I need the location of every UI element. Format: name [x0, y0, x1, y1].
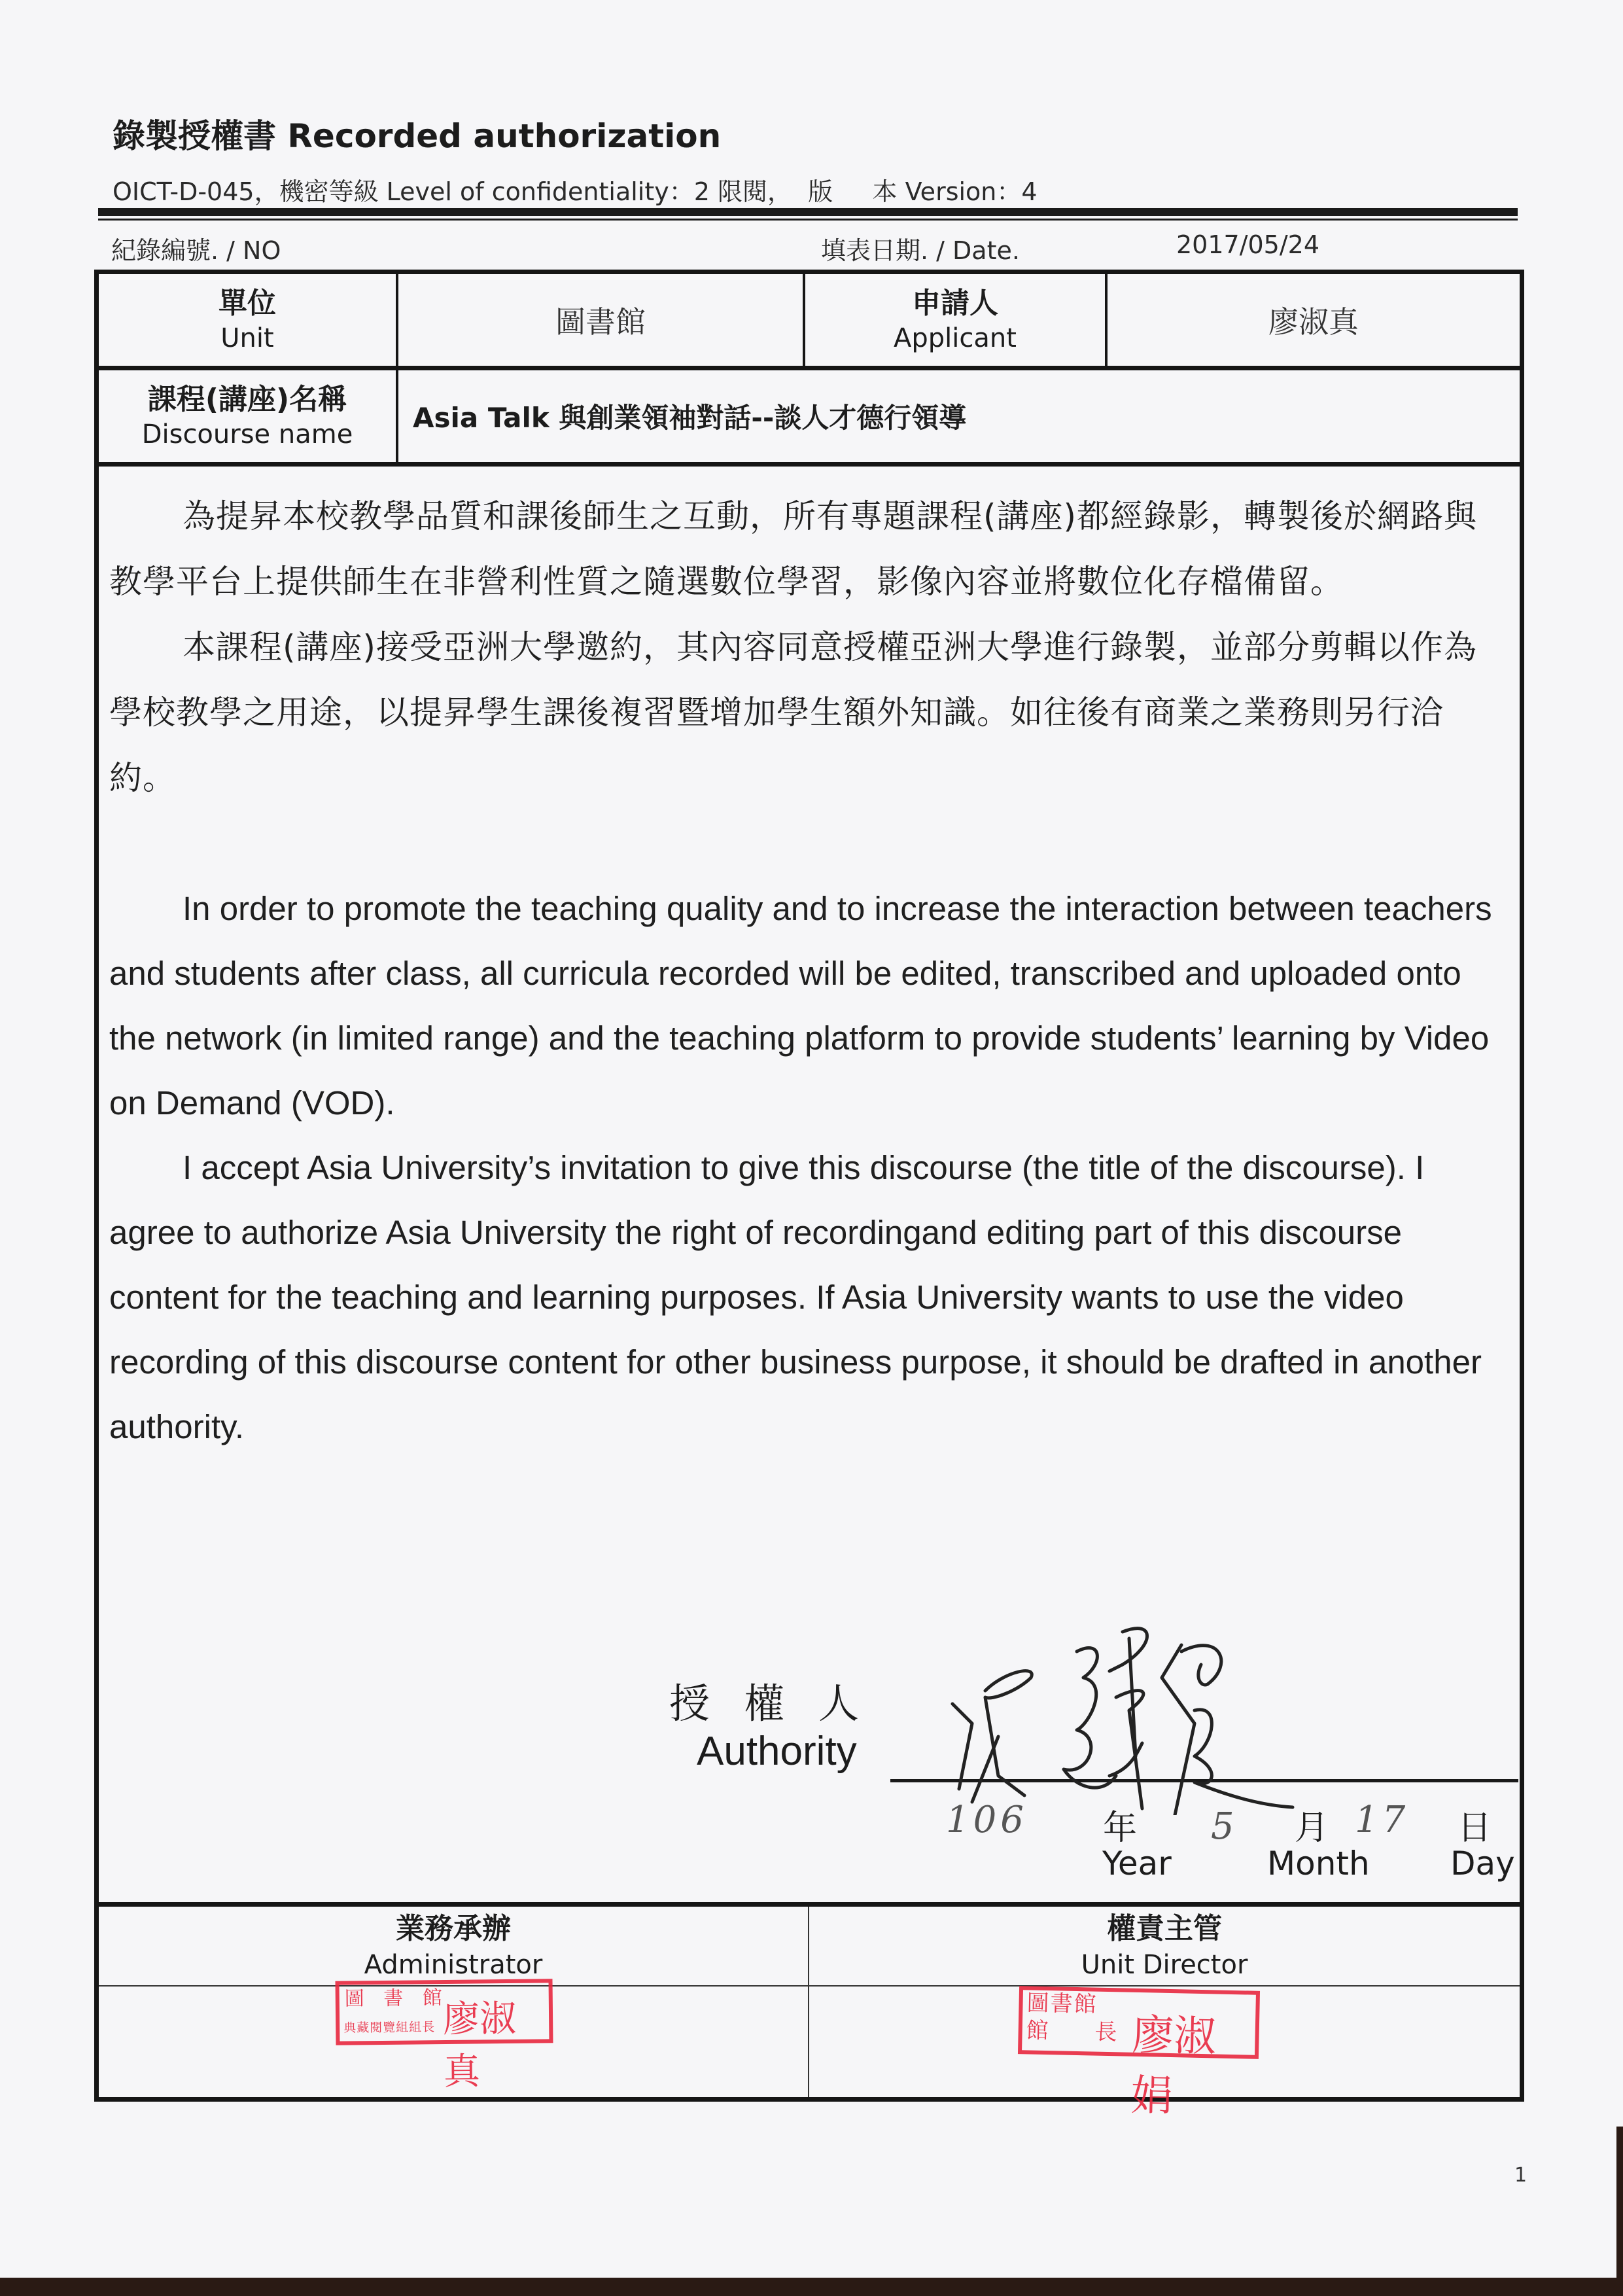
stamp-director-line2: 館 長: [1026, 2017, 1137, 2046]
administrator-header: [99, 1907, 809, 1985]
stamp-admin-line2: 典藏閱覽組組長: [343, 2020, 436, 2036]
discourse-value-cell: [398, 370, 1520, 462]
handwritten-month: 5: [1211, 1805, 1238, 1848]
en-paragraph-1: In order to promote the teaching quality and to increase the interaction between teachers and students after class, all curricula recorded will be edited, transcribed and uploaded onto the network (in limited range) and the teaching platform to provide students’ learning by Video on Demand (VOD).: [109, 890, 1492, 1122]
applicant-label-zh: 申請人: [912, 286, 998, 320]
en-paragraph-2: I accept Asia University’s invitation to give this discourse (the title of the discourse). I agree to authorize Asia University the right of recordingand editing part of this discourse content for the teaching and learning purposes. If Asia University wants to use the video recording of this discourse content for other business purpose, it should be drafted in another authority.: [109, 1149, 1482, 1445]
day-label-zh: 日: [1457, 1809, 1492, 1848]
fill-date-label: 填表日期. / Date.: [821, 236, 1020, 265]
administrator-label-en: Administrator: [364, 1949, 543, 1980]
authority-label-en: Authority: [697, 1729, 857, 1774]
signoff-stamp-row: [99, 1987, 1520, 2097]
year-label-zh: 年: [1103, 1809, 1138, 1848]
year-label-en: Year: [1102, 1845, 1172, 1882]
director-label-en: Unit Director: [1081, 1949, 1248, 1980]
zh-paragraph-1: 為提昇本校教學品質和課後師生之互動，所有專題課程(講座)都經錄影，轉製後於網路與教學平台上提供師生在非營利性質之隨選數位學習，影像內容並將數位化存檔備留。: [109, 497, 1478, 601]
month-label-zh: 月: [1295, 1809, 1329, 1848]
handwritten-signature-icon: [946, 1625, 1299, 1815]
unit-label-cell: [99, 274, 398, 366]
applicant-value: 廖淑真: [1268, 304, 1359, 340]
applicant-value-cell: [1108, 274, 1520, 366]
month-label-en: Month: [1267, 1845, 1370, 1882]
discourse-label-zh: 課程(講座)名稱: [147, 382, 347, 416]
applicant-label-en: Applicant: [894, 323, 1017, 353]
authorization-form: [94, 270, 1524, 2121]
scan-border-right: [1616, 2127, 1623, 2296]
director-header: [809, 1907, 1520, 1985]
fill-date-value: 2017/05/24: [1176, 230, 1320, 259]
unit-label-en: Unit: [220, 323, 274, 353]
unit-value-cell: [398, 274, 805, 366]
discourse-label-cell: [99, 370, 398, 462]
stamp-director-line1: 圖書館: [1026, 1990, 1098, 2018]
director-seal-stamp: [1018, 1986, 1260, 2121]
administrator-seal-stamp: [335, 1979, 553, 2094]
document-subtitle: OICT-D-045，機密等級 Level of confidentiality：2 限閱， 版 本 Version：4: [113, 177, 1038, 206]
administrator-label-zh: 業務承辦: [396, 1912, 511, 1946]
header-rule-thin: [98, 219, 1518, 221]
zh-paragraph-2: 本課程(講座)接受亞洲大學邀約，其內容同意授權亞洲大學進行錄製，並部分剪輯以作為學校教學之用途，以提昇學生課後複習暨增加學生額外知識。如往後有商業之業務則另行洽約。: [109, 628, 1478, 797]
unit-applicant-row: [99, 274, 1520, 370]
stamp-admin-line1: 圖 書 館: [344, 1986, 449, 2011]
discourse-label-en: Discourse name: [141, 419, 353, 450]
handwritten-day: 17: [1355, 1799, 1410, 1841]
signoff-table: [99, 1902, 1520, 2097]
director-label-zh: 權責主管: [1107, 1912, 1222, 1946]
signoff-header-row: [99, 1907, 1520, 1987]
unit-label-zh: 單位: [218, 286, 276, 320]
discourse-row: [99, 370, 1520, 467]
scan-border-bottom: [0, 2278, 1623, 2296]
handwritten-year: 106: [946, 1799, 1028, 1841]
stamp-director-name: 廖淑娟: [1130, 2011, 1217, 2121]
day-label-en: Day: [1450, 1845, 1515, 1882]
unit-value: 圖書館: [555, 304, 646, 340]
header-rule-thick: [98, 208, 1518, 216]
discourse-value: Asia Talk 與創業領袖對話--談人才德行領導: [413, 402, 967, 434]
page-number: 1: [1514, 2164, 1527, 2187]
record-number-label: 紀錄編號. / NO: [111, 236, 281, 265]
applicant-label-cell: [805, 274, 1108, 366]
document-title: 錄製授權書 Recorded authorization: [113, 117, 722, 155]
authority-label-zh: 授權人: [669, 1680, 894, 1727]
authorization-text: [109, 484, 1496, 1459]
stamp-admin-name: 廖淑真: [442, 1997, 517, 2094]
